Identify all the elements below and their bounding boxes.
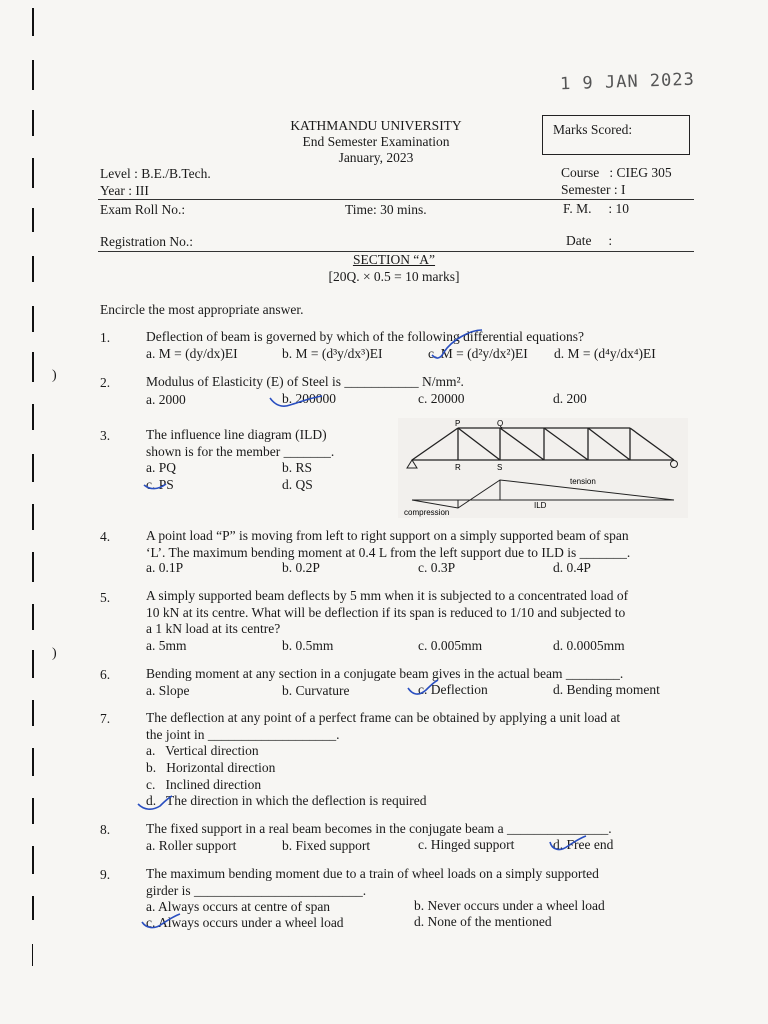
margin-mark bbox=[32, 846, 34, 874]
time-text: Time: 30 mins. bbox=[345, 202, 427, 217]
option[interactable]: c. 20000 bbox=[418, 391, 465, 406]
question-number: 6. bbox=[100, 667, 111, 682]
semester-text: Semester : I bbox=[561, 182, 626, 197]
option[interactable]: c. Hinged support bbox=[418, 837, 515, 852]
margin-mark bbox=[32, 798, 34, 824]
option[interactable]: a. Roller support bbox=[146, 838, 237, 853]
node-label-s: S bbox=[497, 463, 503, 472]
year-text: Year : III bbox=[100, 183, 149, 198]
tension-label: tension bbox=[570, 477, 596, 486]
question-number: 9. bbox=[100, 867, 111, 882]
option[interactable]: c. 0.3P bbox=[418, 560, 456, 575]
margin-paren: ) bbox=[52, 646, 57, 661]
option[interactable]: c. PS bbox=[146, 477, 174, 492]
option[interactable]: c. Always occurs under a wheel load bbox=[146, 915, 344, 930]
option[interactable]: a. Always occurs at centre of span bbox=[146, 899, 331, 914]
question-number: 2. bbox=[100, 375, 111, 390]
fm-text: F. M. : 10 bbox=[563, 201, 630, 216]
option[interactable]: a. PQ bbox=[146, 460, 176, 475]
question-text: The fixed support in a real beam becomes in the conjugate beam a _______________. bbox=[146, 821, 612, 836]
margin-mark bbox=[32, 8, 34, 36]
option[interactable]: d. QS bbox=[282, 477, 313, 492]
question-number: 4. bbox=[100, 529, 111, 544]
option[interactable]: b. Fixed support bbox=[282, 838, 371, 853]
option[interactable]: d. Free end bbox=[553, 837, 614, 852]
truss-ild-figure bbox=[398, 418, 688, 518]
margin-mark bbox=[32, 604, 34, 630]
option[interactable]: d. Bending moment bbox=[553, 682, 660, 697]
question-text: Deflection of beam is governed by which of the following differential equations? bbox=[146, 329, 584, 344]
marks-scored-label: Marks Scored: bbox=[553, 122, 633, 137]
compression-label: compression bbox=[404, 508, 450, 517]
registration-label: Registration No.: bbox=[100, 234, 193, 249]
question-text: A simply supported beam deflects by 5 mm when it is subjected to a concentrated load of 10 kN at its centre. What will be deflection if its span is reduced to 1/10 and subjected to a 1 kN load at its centre? bbox=[146, 588, 629, 636]
node-label-q: Q bbox=[497, 419, 504, 428]
section-marks: [20Q. × 0.5 = 10 marks] bbox=[328, 269, 460, 284]
option[interactable]: b. 0.5mm bbox=[282, 638, 334, 653]
option[interactable]: d. 0.0005mm bbox=[553, 638, 625, 653]
instruction: Encircle the most appropriate answer. bbox=[100, 302, 304, 317]
margin-mark bbox=[32, 454, 34, 482]
margin-mark bbox=[32, 208, 34, 232]
option[interactable]: d. None of the mentioned bbox=[414, 914, 552, 929]
option[interactable]: c. 0.005mm bbox=[418, 638, 483, 653]
option[interactable]: b. RS bbox=[282, 460, 313, 475]
margin-mark bbox=[32, 352, 34, 382]
option[interactable]: b. 200000 bbox=[282, 391, 336, 406]
question-number: 1. bbox=[100, 330, 111, 345]
option[interactable]: b. Horizontal direction bbox=[146, 760, 276, 775]
question-number: 3. bbox=[100, 428, 111, 443]
option[interactable]: d. The direction in which the deflection is required bbox=[146, 793, 427, 808]
question-number: 5. bbox=[100, 590, 111, 605]
option[interactable]: b. M = (d³y/dx³)EI bbox=[282, 346, 383, 361]
level-text: Level : B.E./B.Tech. bbox=[100, 166, 211, 181]
margin-mark bbox=[32, 944, 33, 966]
margin-mark bbox=[32, 60, 34, 90]
option[interactable]: a. M = (dy/dx)EI bbox=[146, 346, 238, 361]
margin-mark bbox=[32, 896, 34, 920]
option[interactable]: a. Slope bbox=[146, 683, 190, 698]
margin-mark bbox=[32, 552, 34, 582]
margin-mark bbox=[32, 650, 34, 678]
divider bbox=[98, 199, 694, 200]
margin-mark bbox=[32, 404, 34, 430]
date-stamp: 1 9 JAN 2023 bbox=[559, 69, 696, 95]
university-name: KATHMANDU UNIVERSITY bbox=[290, 118, 462, 133]
option[interactable]: d. M = (d⁴y/dx⁴)EI bbox=[554, 346, 656, 361]
margin-mark bbox=[32, 748, 34, 776]
margin-mark bbox=[32, 700, 34, 726]
node-label-p: P bbox=[455, 419, 461, 428]
option[interactable]: a. 5mm bbox=[146, 638, 187, 653]
option[interactable]: c. Inclined direction bbox=[146, 777, 262, 792]
date-label: Date : bbox=[566, 233, 613, 248]
option[interactable]: b. Never occurs under a wheel load bbox=[414, 898, 605, 913]
marks-scored-box bbox=[542, 115, 690, 155]
option[interactable]: d. 0.4P bbox=[553, 560, 591, 575]
option[interactable]: a. 2000 bbox=[146, 392, 186, 407]
option[interactable]: a. Vertical direction bbox=[146, 743, 259, 758]
section-title: SECTION “A” bbox=[352, 252, 436, 267]
option[interactable]: c. Deflection bbox=[418, 682, 488, 697]
question-text: Modulus of Elasticity (E) of Steel is ___________ N/mm². bbox=[146, 374, 464, 389]
node-label-r: R bbox=[455, 463, 461, 472]
margin-mark bbox=[32, 306, 34, 332]
question-text: Bending moment at any section in a conjugate beam gives in the actual beam ________. bbox=[146, 666, 624, 681]
question-number: 7. bbox=[100, 711, 111, 726]
question-number: 8. bbox=[100, 822, 111, 837]
exam-name: End Semester Examination bbox=[302, 134, 450, 149]
option[interactable]: b. 0.2P bbox=[282, 560, 320, 575]
question-text: A point load “P” is moving from left to right support on a simply supported beam of span ‘L’. The maximum bending moment at 0.4 L from the left support due to ILD is _______. bbox=[146, 528, 631, 560]
question-text: The maximum bending moment due to a train of wheel loads on a simply supported girder is _________________________. bbox=[146, 866, 599, 898]
course-text: Course : CIEG 305 bbox=[561, 165, 672, 180]
ild-label: ILD bbox=[534, 501, 547, 510]
option[interactable]: b. Curvature bbox=[282, 683, 350, 698]
option[interactable]: d. 200 bbox=[553, 391, 587, 406]
question-text: The influence line diagram (ILD) shown is for the member _______. bbox=[146, 427, 335, 459]
margin-mark bbox=[32, 504, 34, 530]
question-text: The deflection at any point of a perfect frame can be obtained by applying a unit load at the joint in ___________________. bbox=[146, 710, 621, 742]
roll-label: Exam Roll No.: bbox=[100, 202, 186, 217]
option[interactable]: a. 0.1P bbox=[146, 560, 184, 575]
exam-date: January, 2023 bbox=[338, 150, 414, 165]
margin-paren: ) bbox=[52, 368, 57, 383]
option[interactable]: c. M = (d²y/dx²)EI bbox=[428, 346, 528, 361]
